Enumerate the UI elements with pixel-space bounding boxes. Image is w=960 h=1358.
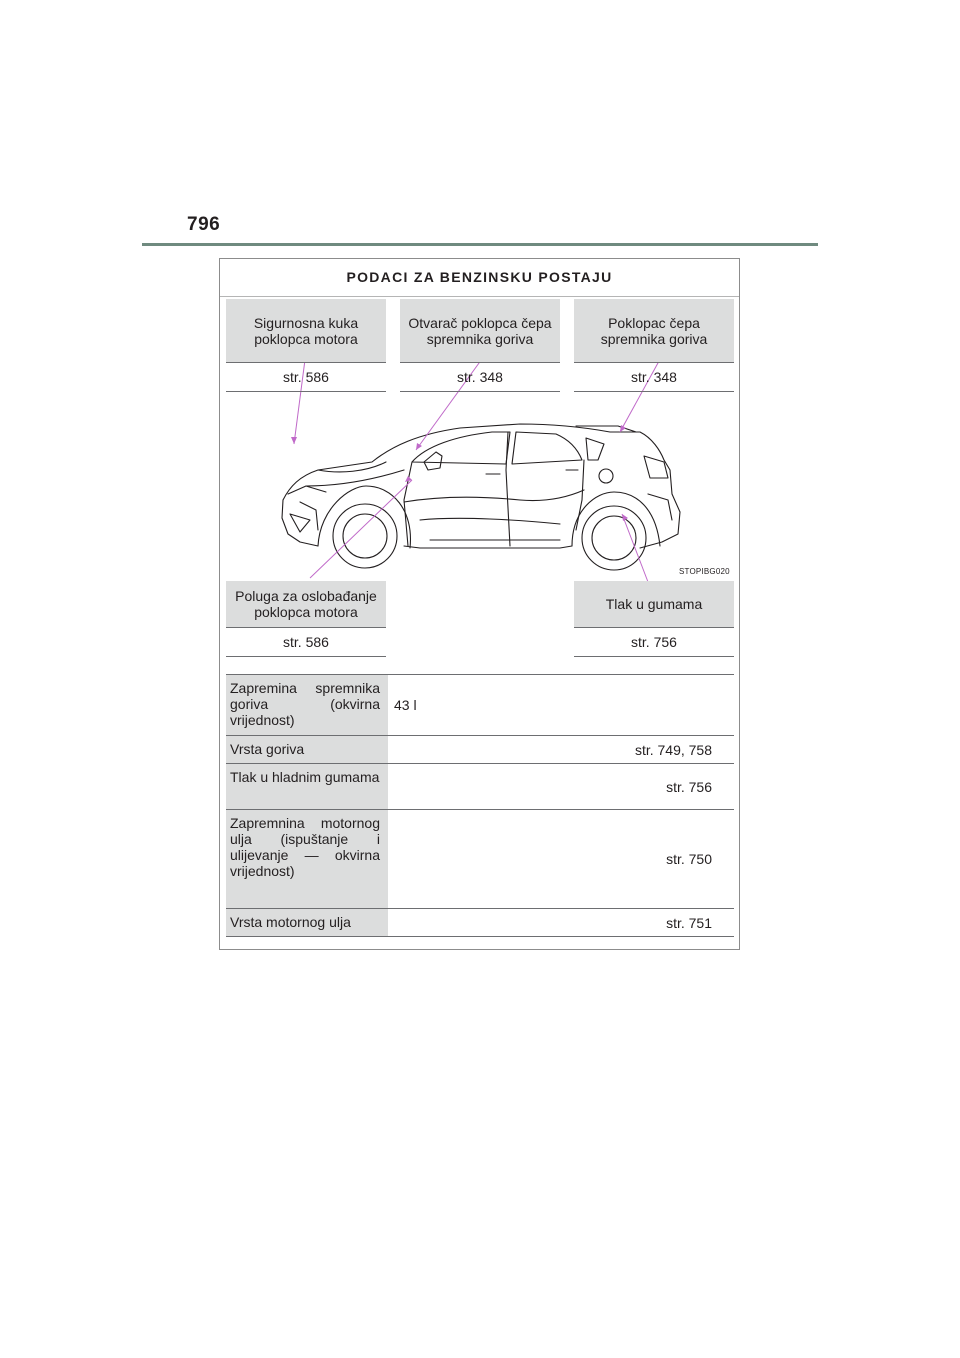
callout-page-ref: str. 348 [400,363,560,392]
callout-page-ref: str. 756 [574,628,734,657]
spec-value: str. 756 [388,764,734,809]
spec-value: str. 750 [388,810,734,908]
spec-label: Vrsta goriva [226,736,388,763]
callout-page-ref: str. 586 [226,363,386,392]
table-row [226,735,734,763]
table-row [226,674,734,735]
spec-label: Zapremina spremnika goriva (okvirna vrijednost) [226,675,388,735]
table-row [226,908,734,937]
callout-label: Otvarač poklopca čepa spremnika goriva [400,299,560,363]
callout-label: Poklopac čepa spremnika goriva [574,299,734,363]
panel-title: PODACI ZA BENZINSKU POSTAJU [220,259,739,297]
spec-table [226,674,734,937]
page-number: 796 [187,214,221,235]
callout-tire-pressure [574,581,734,657]
callout-hood-safety-hook [226,299,386,392]
callout-fuel-tank-cap [574,299,734,392]
table-row [226,809,734,908]
spec-value: str. 751 [388,909,734,936]
spec-label: Zapremnina motornog ulja (ispuštanje i ulijevanje — okvirna vrijednost) [226,810,388,908]
spec-value: 43 l [388,675,734,735]
callout-label: Sigurnosna kuka poklopca motora [226,299,386,363]
spec-label: Vrsta motornog ulja [226,909,388,936]
spec-value: str. 749, 758 [388,736,734,763]
spec-label: Tlak u hladnim gumama [226,764,388,809]
callout-page-ref: str. 348 [574,363,734,392]
figure-code: STOPIBG020 [679,567,730,576]
callout-hood-release-lever [226,581,386,657]
callout-label: Poluga za oslobađanje poklopca motora [226,581,386,628]
callout-fuel-door-opener [400,299,560,392]
table-row [226,763,734,809]
callout-label: Tlak u gumama [574,581,734,628]
callout-page-ref: str. 586 [226,628,386,657]
